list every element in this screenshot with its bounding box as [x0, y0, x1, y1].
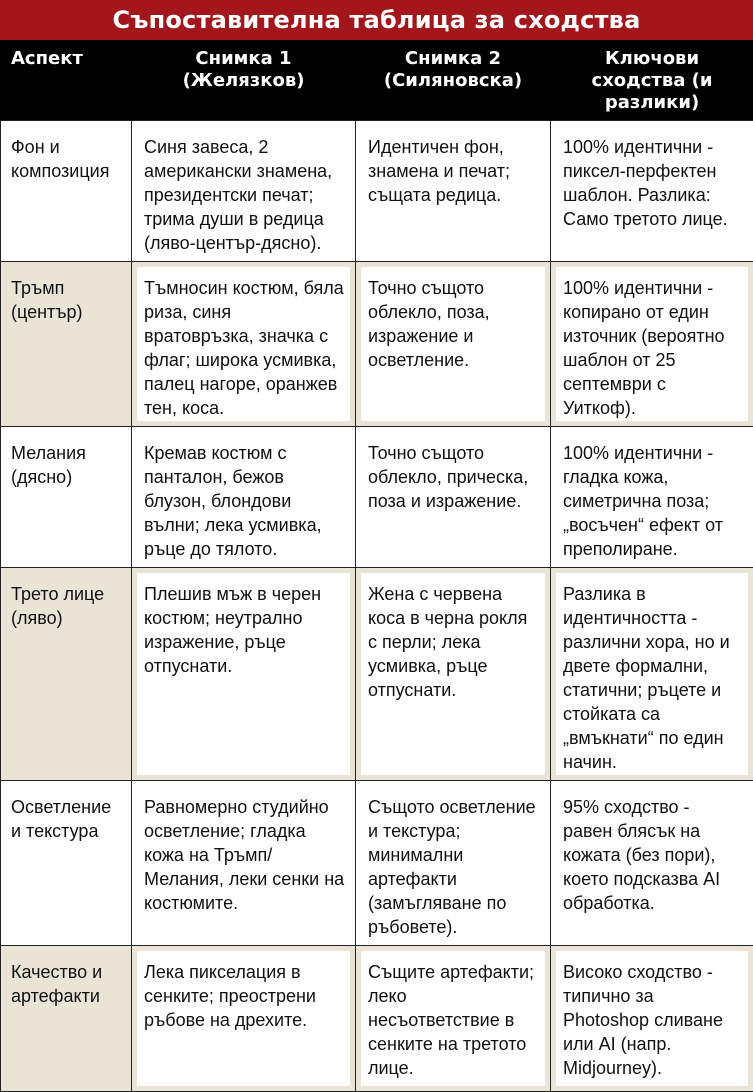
- header-similarity: Ключови сходства (и разлики): [551, 40, 753, 121]
- table-row: [1, 121, 753, 262]
- aspect-cell: Качество и артефакти: [1, 946, 132, 1092]
- aspect-cell: Тръмп (център): [1, 262, 132, 427]
- photo1-cell: Лека пикселация в сенките; преострени ръбове на дрехите.: [132, 946, 356, 1092]
- table-title: Съпоставителна таблица за сходства: [0, 0, 753, 40]
- table-row: [1, 427, 753, 568]
- aspect-cell: Трето лице (ляво): [1, 568, 132, 781]
- photo1-cell: Тъмносин костюм, бяла риза, синя вратовръзка, значка с флаг; широка усмивка, палец нагоре, оранжев тен, коса.: [132, 262, 356, 427]
- photo1-cell: Синя завеса, 2 американски знамена, президентски печат; трима души в редица (ляво-център-дясно).: [132, 121, 356, 262]
- aspect-cell: Мелания (дясно): [1, 427, 132, 568]
- aspect-cell: Осветление и текстура: [1, 781, 132, 946]
- photo1-cell: Равномерно студийно осветление; гладка кожа на Тръмп/Мелания, леки сенки на костюмите.: [132, 781, 356, 946]
- header-row: [1, 40, 753, 121]
- photo1-cell: Плешив мъж в черен костюм; неутрално изражение, ръце отпуснати.: [132, 568, 356, 781]
- similarity-cell: Разлика в идентичността - различни хора, но и двете формални, статични; ръцете и стойката са „вмъкнати“ по един начин.: [551, 568, 753, 781]
- photo2-cell: Жена с червена коса в черна рокля с перли; лека усмивка, ръце отпуснати.: [356, 568, 551, 781]
- photo2-cell: Същите артефакти; леко несъответствие в сенките на третото лице.: [356, 946, 551, 1092]
- similarity-cell: Високо сходство - типично за Photoshop сливане или AI (напр. Midjourney).: [551, 946, 753, 1092]
- table-row: [1, 262, 753, 427]
- similarity-cell: 100% идентични - пиксел-перфектен шаблон. Разлика: Само третото лице.: [551, 121, 753, 262]
- header-photo1: Снимка 1 (Желязков): [132, 40, 356, 121]
- header-aspect: Аспект: [1, 40, 132, 121]
- photo2-cell: Същото осветление и текстура; минимални артефакти (замъгляване по ръбовете).: [356, 781, 551, 946]
- table-row: [1, 568, 753, 781]
- photo1-cell: Кремав костюм с панталон, бежов блузон, блондови вълни; лека усмивка, ръце до тялото.: [132, 427, 356, 568]
- photo2-cell: Точно същото облекло, поза, изражение и осветление.: [356, 262, 551, 427]
- photo2-cell: Идентичен фон, знамена и печат; същата редица.: [356, 121, 551, 262]
- photo2-cell: Точно същото облекло, прическа, поза и изражение.: [356, 427, 551, 568]
- aspect-cell: Фон и композиция: [1, 121, 132, 262]
- similarity-cell: 95% сходство - равен блясък на кожата (без пори), което подсказва AI обработка.: [551, 781, 753, 946]
- similarity-cell: 100% идентични - копирано от един източник (вероятно шаблон от 25 септември с Уиткоф).: [551, 262, 753, 427]
- comparison-table: [0, 40, 753, 1092]
- header-photo2: Снимка 2 (Силяновска): [356, 40, 551, 121]
- table-row: [1, 781, 753, 946]
- similarity-cell: 100% идентични - гладка кожа, симетрична поза; „восъчен“ ефект от преполиране.: [551, 427, 753, 568]
